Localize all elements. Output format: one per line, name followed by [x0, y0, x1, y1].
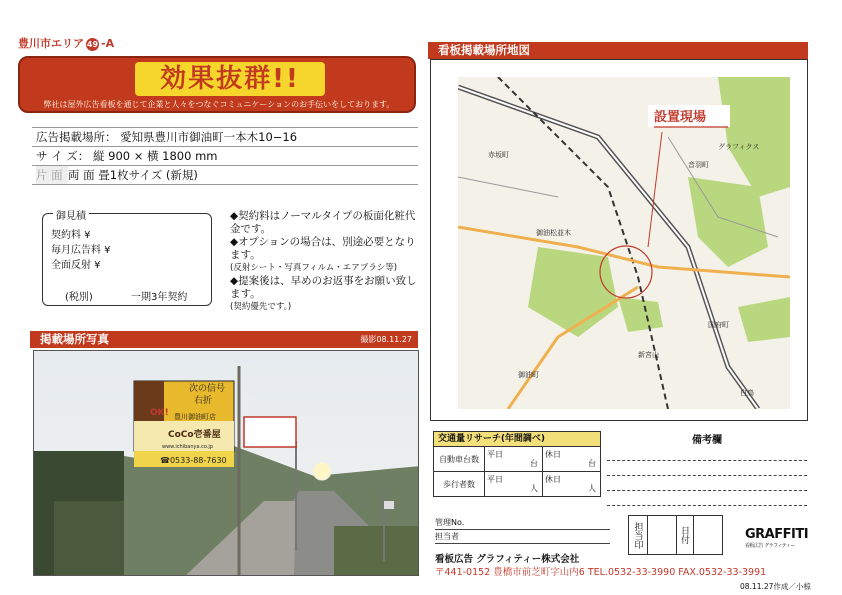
size-row: サ イ ズ： 縦 900 × 横 1800 mm	[32, 147, 418, 166]
map-label-2: 御油松並木	[536, 229, 571, 237]
traffic-research-table	[433, 431, 601, 497]
map-label-3: 御油町	[518, 371, 539, 379]
sign-mid: 豊川御油町店	[174, 413, 216, 421]
logo-brand: GRAFFITI	[745, 527, 809, 542]
date-label: 日付	[677, 516, 694, 554]
map-label-4: 音羽町	[688, 161, 709, 169]
contract-fee: 契約料 ¥	[51, 230, 91, 241]
car-holiday-label: 休日	[545, 450, 561, 459]
note-1: ◆契約料はノーマルタイプの板面化粧代金です。	[230, 210, 416, 235]
sign-top-1: 次の信号	[189, 384, 226, 394]
photo-section-title	[30, 331, 418, 348]
map-image	[458, 77, 790, 409]
footer-note: 08.11.27作成／小椋	[740, 582, 811, 591]
ped-holiday-unit: 人	[588, 484, 596, 493]
note-3: ◆提案後は、早めのお返事をお願い致します。	[230, 275, 417, 300]
sides-value: 両 面 畳1枚サイズ (新規)	[68, 168, 198, 182]
site-photo	[33, 350, 419, 576]
traffic-title: 交通量リサーチ(年間調べ)	[433, 431, 601, 447]
map-section-title: 看板掲載場所地図	[428, 42, 808, 59]
term-note: 一期3年契約	[131, 292, 188, 303]
single-side-label: 片 面	[36, 166, 68, 184]
tax-note: (税別)	[65, 292, 93, 303]
stamp-label: 担当印	[629, 516, 648, 554]
photo-date: 撮影08.11.27	[360, 335, 412, 344]
sign-top-2: 右折	[194, 396, 213, 406]
car-label: 自動車台数	[434, 447, 485, 471]
car-holiday-unit: 台	[588, 459, 596, 468]
ped-row	[433, 472, 601, 497]
note-3-sub: (契約優先です。)	[230, 302, 292, 312]
contract-notes	[230, 210, 425, 314]
full-reflect-fee: 全面反射 ¥	[51, 260, 101, 271]
map-label-1: 赤坂町	[488, 151, 509, 159]
company-name: 看板広告 グラフィティー株式会社	[435, 554, 580, 565]
management-no: 管理No.	[435, 516, 610, 530]
logo-tagline: 看板広告 グラフィティー	[745, 543, 795, 549]
area-suffix: -A	[101, 37, 115, 50]
location-map	[458, 77, 790, 409]
management-fields	[435, 516, 610, 544]
ad-info-table	[32, 127, 418, 185]
note-2: ◆オプションの場合は、別途必要となります。	[230, 236, 416, 261]
monthly-fee: 毎月広告料 ¥	[51, 245, 111, 256]
map-label-8: 新宮山	[638, 351, 659, 359]
car-weekday-unit: 台	[530, 459, 538, 468]
banner-subtitle: 弊社は屋外広告看板を通じて企業と人々をつなぐコミュニケーションのお手伝いをしております。	[43, 100, 395, 109]
remarks-title: 備考欄	[692, 435, 722, 446]
car-weekday-label: 平日	[487, 450, 503, 459]
area-number-badge: 49	[86, 40, 99, 49]
ped-weekday-label: 平日	[487, 475, 503, 484]
location-row: 広告掲載場所： 愛知県豊川市御油町一本木10−16	[32, 127, 418, 147]
sign-brand: CoCo壱番屋	[168, 430, 221, 440]
ped-label: 歩行者数	[434, 472, 485, 496]
map-label-7: グラフィクス	[718, 143, 760, 151]
estimate-label: 御見積	[53, 207, 89, 222]
site-photo-image	[34, 351, 419, 576]
sign-url: www.ichibanya.co.jp	[162, 444, 213, 450]
sign-side: OK!	[150, 408, 169, 418]
promo-banner	[18, 56, 416, 113]
area-name: 豊川市エリア	[18, 37, 84, 50]
sign-tel: ☎0533-88-7630	[160, 456, 227, 465]
car-row	[433, 447, 601, 472]
company-logo	[745, 527, 808, 549]
stamp-box	[628, 515, 723, 555]
remarks-box	[607, 431, 807, 506]
note-2-sub: (反射シート・写真フィルム・エアブラシ等)	[230, 263, 398, 273]
banner-title: 効果抜群!!	[135, 62, 325, 96]
company-address: 〒441-0152 豊橋市前芝町字山内6 TEL.0532-33-3990 FAX.0532-33-3991	[435, 567, 767, 578]
map-label-5: 白鳥	[740, 389, 754, 397]
page-area-heading	[18, 35, 114, 51]
ped-weekday-unit: 人	[530, 484, 538, 493]
photo-title-text: 掲載場所写真	[40, 332, 109, 346]
site-marker-label: 設置現場	[654, 110, 707, 125]
estimate-box	[42, 213, 212, 306]
map-label-6: 国府町	[708, 321, 729, 329]
ped-holiday-label: 休日	[545, 475, 561, 484]
person-in-charge: 担当者	[435, 530, 610, 544]
sides-row	[32, 166, 418, 185]
